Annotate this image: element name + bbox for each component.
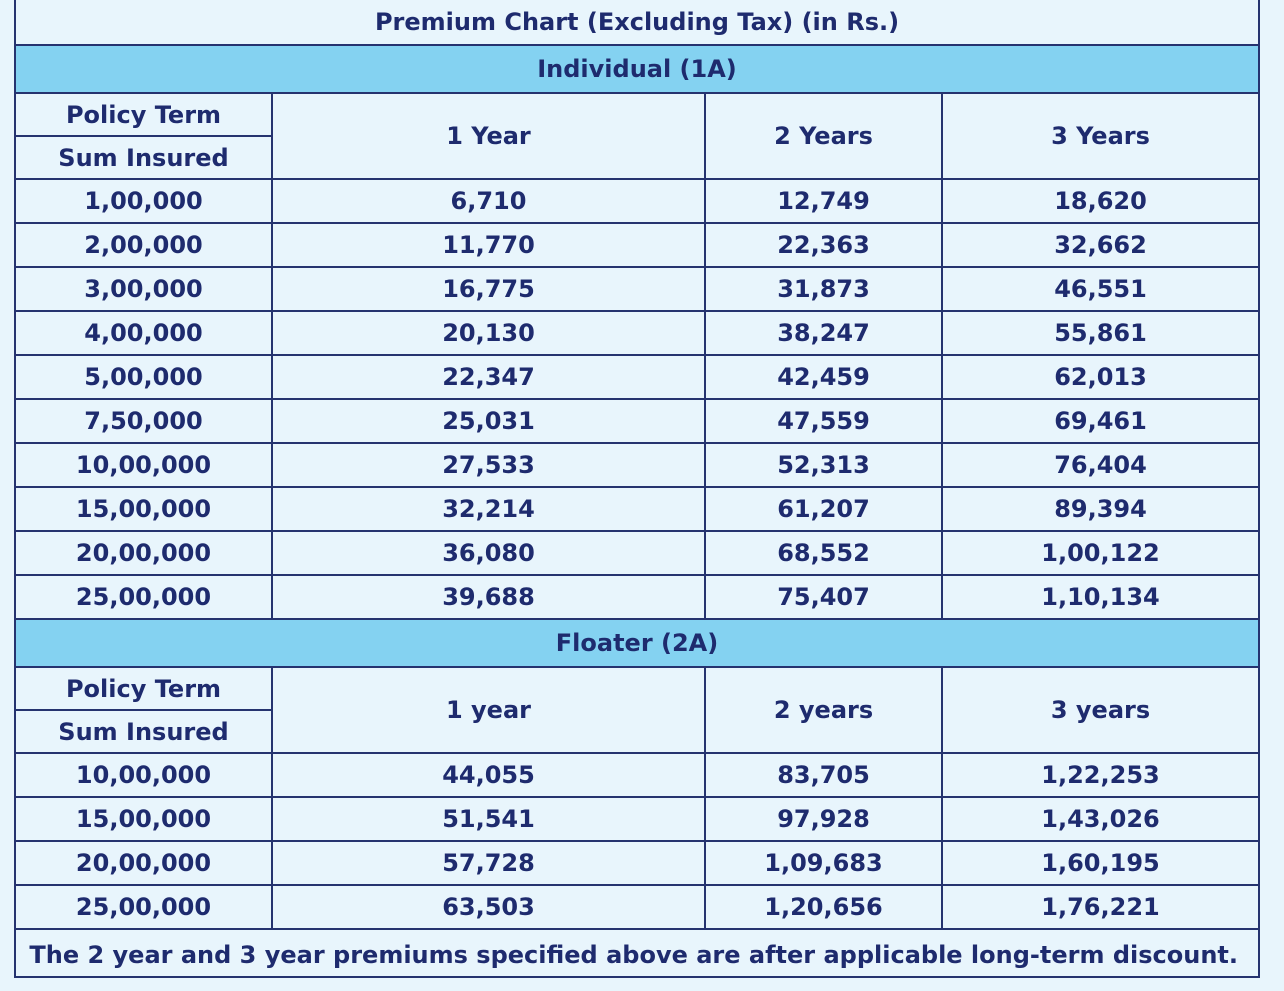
term-header-3: 3 Years bbox=[942, 93, 1258, 179]
sum-insured-cell: 20,00,000 bbox=[16, 841, 272, 885]
term-header-1: 1 Year bbox=[272, 93, 705, 179]
table-row bbox=[16, 885, 1258, 929]
premium-cell: 6,710 bbox=[272, 179, 705, 223]
footnote: The 2 year and 3 year premiums specified above are after applicable long-term discount. bbox=[29, 941, 1238, 969]
sum-insured-cell: 4,00,000 bbox=[16, 311, 272, 355]
premium-cell: 20,130 bbox=[272, 311, 705, 355]
table-row bbox=[16, 399, 1258, 443]
table-row bbox=[16, 575, 1258, 619]
premium-cell: 38,247 bbox=[705, 311, 942, 355]
premium-cell: 61,207 bbox=[705, 487, 942, 531]
premium-cell: 1,09,683 bbox=[705, 841, 942, 885]
premium-cell: 32,214 bbox=[272, 487, 705, 531]
table-row bbox=[16, 487, 1258, 531]
premium-cell: 1,76,221 bbox=[942, 885, 1258, 929]
chart-title: Premium Chart (Excluding Tax) (in Rs.) bbox=[16, 0, 1258, 45]
premium-cell: 42,459 bbox=[705, 355, 942, 399]
premium-cell: 55,861 bbox=[942, 311, 1258, 355]
premium-cell: 83,705 bbox=[705, 753, 942, 797]
premium-cell: 1,00,122 bbox=[942, 531, 1258, 575]
premium-cell: 1,10,134 bbox=[942, 575, 1258, 619]
table-row bbox=[16, 311, 1258, 355]
premium-cell: 11,770 bbox=[272, 223, 705, 267]
table-row bbox=[16, 753, 1258, 797]
premium-cell: 1,22,253 bbox=[942, 753, 1258, 797]
sum-insured-cell: 1,00,000 bbox=[16, 179, 272, 223]
individual-section-heading: Individual (1A) bbox=[16, 45, 1258, 93]
sum-insured-cell: 2,00,000 bbox=[16, 223, 272, 267]
sum-insured-cell: 25,00,000 bbox=[16, 575, 272, 619]
premium-cell: 22,363 bbox=[705, 223, 942, 267]
premium-cell: 39,688 bbox=[272, 575, 705, 619]
premium-cell: 12,749 bbox=[705, 179, 942, 223]
table-row bbox=[16, 797, 1258, 841]
sum-insured-cell: 15,00,000 bbox=[16, 797, 272, 841]
premium-cell: 62,013 bbox=[942, 355, 1258, 399]
policy-term-label: Policy Term bbox=[16, 93, 272, 136]
premium-cell: 47,559 bbox=[705, 399, 942, 443]
sum-insured-label: Sum Insured bbox=[16, 136, 272, 179]
premium-cell: 44,055 bbox=[272, 753, 705, 797]
policy-term-label: Policy Term bbox=[16, 667, 272, 710]
premium-cell: 75,407 bbox=[705, 575, 942, 619]
premium-cell: 57,728 bbox=[272, 841, 705, 885]
premium-cell: 22,347 bbox=[272, 355, 705, 399]
premium-cell: 51,541 bbox=[272, 797, 705, 841]
term-header-3: 3 years bbox=[942, 667, 1258, 753]
sum-insured-cell: 3,00,000 bbox=[16, 267, 272, 311]
table-row bbox=[16, 223, 1258, 267]
sum-insured-label: Sum Insured bbox=[16, 710, 272, 753]
premium-cell: 1,20,656 bbox=[705, 885, 942, 929]
premium-cell: 1,60,195 bbox=[942, 841, 1258, 885]
table-row bbox=[16, 355, 1258, 399]
term-header-2: 2 Years bbox=[705, 93, 942, 179]
floater-section-heading: Floater (2A) bbox=[16, 619, 1258, 667]
table-row bbox=[16, 443, 1258, 487]
premium-cell: 52,313 bbox=[705, 443, 942, 487]
premium-cell: 27,533 bbox=[272, 443, 705, 487]
premium-cell: 1,43,026 bbox=[942, 797, 1258, 841]
table-row bbox=[16, 179, 1258, 223]
table-row bbox=[16, 267, 1258, 311]
premium-cell: 76,404 bbox=[942, 443, 1258, 487]
sum-insured-cell: 20,00,000 bbox=[16, 531, 272, 575]
premium-cell: 97,928 bbox=[705, 797, 942, 841]
sum-insured-cell: 10,00,000 bbox=[16, 443, 272, 487]
sum-insured-cell: 25,00,000 bbox=[16, 885, 272, 929]
premium-cell: 46,551 bbox=[942, 267, 1258, 311]
table-row bbox=[16, 531, 1258, 575]
premium-chart bbox=[14, 0, 1260, 978]
premium-cell: 18,620 bbox=[942, 179, 1258, 223]
premium-cell: 36,080 bbox=[272, 531, 705, 575]
term-header-2: 2 years bbox=[705, 667, 942, 753]
premium-cell: 69,461 bbox=[942, 399, 1258, 443]
term-header-1: 1 year bbox=[272, 667, 705, 753]
premium-cell: 63,503 bbox=[272, 885, 705, 929]
sum-insured-cell: 15,00,000 bbox=[16, 487, 272, 531]
premium-cell: 68,552 bbox=[705, 531, 942, 575]
sum-insured-cell: 5,00,000 bbox=[16, 355, 272, 399]
sum-insured-cell: 10,00,000 bbox=[16, 753, 272, 797]
premium-table bbox=[16, 0, 1258, 930]
table-row bbox=[16, 841, 1258, 885]
premium-cell: 32,662 bbox=[942, 223, 1258, 267]
premium-cell: 16,775 bbox=[272, 267, 705, 311]
premium-cell: 89,394 bbox=[942, 487, 1258, 531]
sum-insured-cell: 7,50,000 bbox=[16, 399, 272, 443]
premium-cell: 31,873 bbox=[705, 267, 942, 311]
premium-cell: 25,031 bbox=[272, 399, 705, 443]
